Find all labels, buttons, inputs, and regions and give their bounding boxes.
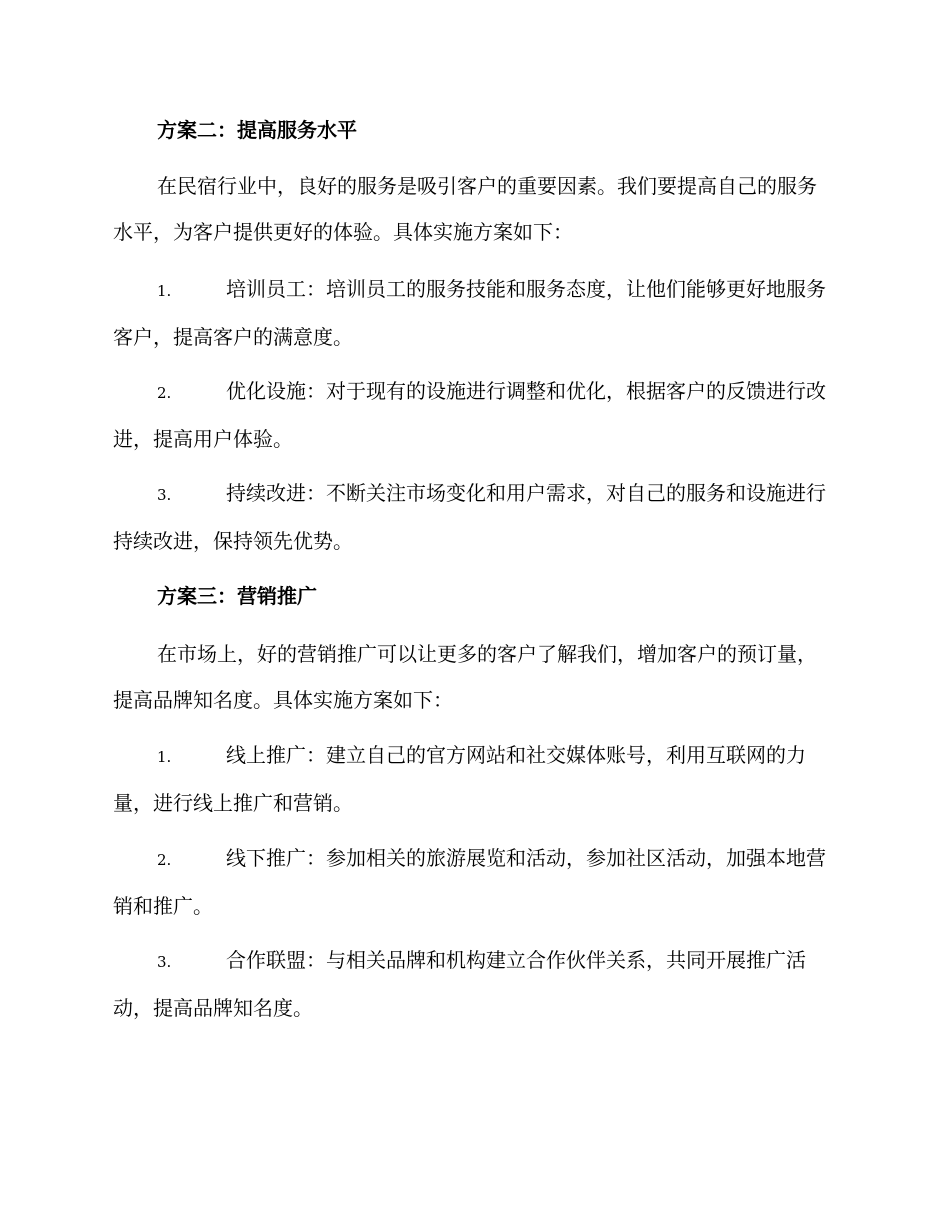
list-item (113, 732, 835, 826)
section-intro: 在民宿行业中，良好的服务是吸引客户的重要因素。我们要提高自己的服务水平，为客户提供更好的体验。具体实施方案如下： (113, 174, 817, 244)
list-item-text: 培训员工：培训员工的服务技能和服务态度，让他们能够更好地服务客户，提高客户的满意度。 (113, 277, 826, 349)
section-heading: 方案二：提高服务水平 (157, 118, 357, 142)
list-item-number: 3. (157, 953, 172, 971)
list-item-text: 优化设施：对于现有的设施进行调整和优化，根据客户的反馈进行改进，提高用户体验。 (113, 379, 826, 451)
list-item (113, 835, 835, 929)
list-item (113, 266, 835, 360)
list-item (113, 368, 835, 462)
list-item-number: 3. (157, 486, 172, 504)
list-item-text: 线上推广：建立自己的官方网站和社交媒体账号，利用互联网的力量，进行线上推广和营销。 (113, 743, 806, 815)
list-item-text: 持续改进：不断关注市场变化和用户需求，对自己的服务和设施进行持续改进，保持领先优势。 (113, 481, 826, 553)
list-item-number: 2. (157, 851, 172, 869)
list-item-number: 2. (157, 384, 172, 402)
section-heading: 方案三：营销推广 (157, 584, 317, 608)
list-item (113, 470, 835, 564)
section-intro: 在市场上，好的营销推广可以让更多的客户了解我们，增加客户的预订量，提高品牌知名度。具体实施方案如下： (113, 642, 817, 712)
list-item-number: 1. (157, 748, 172, 766)
list-item-text: 合作联盟：与相关品牌和机构建立合作伙伴关系，共同开展推广活动，提高品牌知名度。 (113, 948, 806, 1020)
list-item (113, 937, 835, 1031)
list-item-number: 1. (157, 282, 172, 300)
list-item-text: 线下推广：参加相关的旅游展览和活动，参加社区活动，加强本地营销和推广。 (113, 846, 826, 918)
